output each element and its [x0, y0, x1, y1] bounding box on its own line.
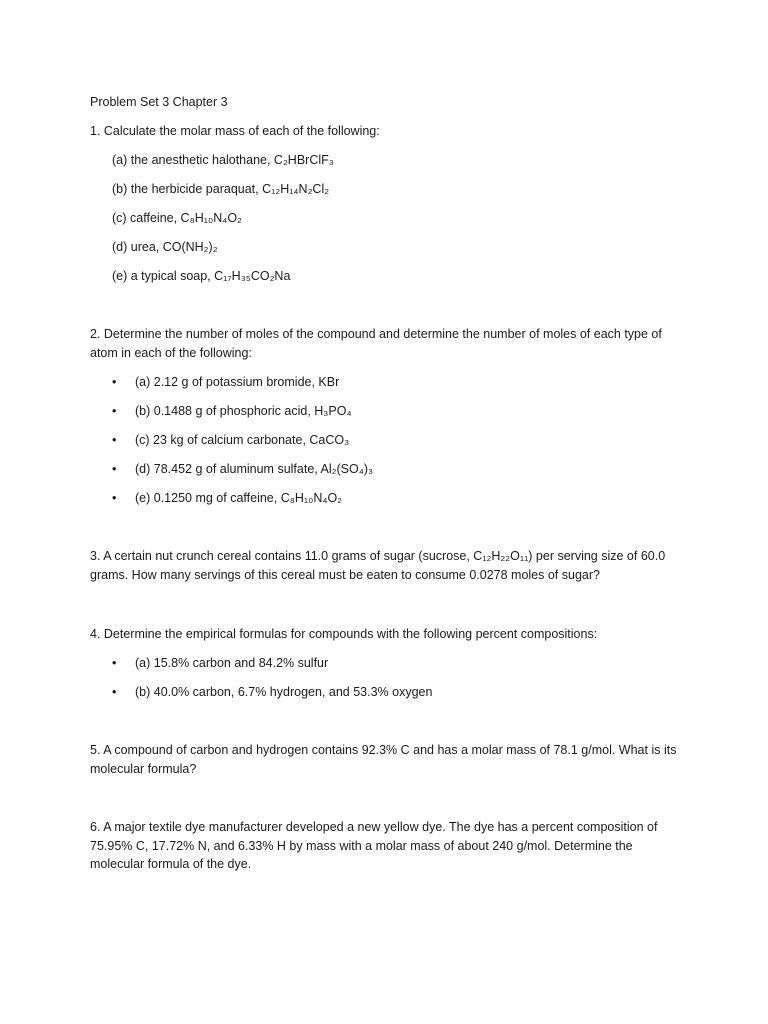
question-4-item-a-text: (a) 15.8% carbon and 84.2% sulfur — [135, 656, 329, 670]
bullet: • — [112, 462, 117, 476]
question-2-item-d-text: (d) 78.452 g of aluminum sulfate, Al₂(SO₄)₃ — [135, 462, 374, 476]
bullet: • — [112, 404, 117, 418]
question-1-item-d: (d) urea, CO(NH₂)₂ — [112, 240, 218, 254]
question-1-item-b: (b) the herbicide paraquat, C₁₂H₁₄N₂Cl₂ — [112, 182, 330, 196]
question-2-item-a-text: (a) 2.12 g of potassium bromide, KBr — [135, 375, 340, 389]
question-5-prompt: 5. A compound of carbon and hydrogen contains 92.3% C and has a molar mass of 78.1 g/mol. What is its molecular formula? — [90, 743, 677, 776]
question-1-item-a: (a) the anesthetic halothane, C₂HBrClF₃ — [112, 153, 334, 167]
bullet: • — [112, 375, 117, 389]
question-4-item-a — [112, 654, 328, 672]
bullet: • — [112, 685, 117, 699]
question-2-item-e — [112, 489, 342, 507]
question-1-item-c: (c) caffeine, C₈H₁₀N₄O₂ — [112, 211, 242, 225]
question-4-item-b-text: (b) 40.0% carbon, 6.7% hydrogen, and 53.3% oxygen — [135, 685, 433, 699]
bullet: • — [112, 491, 117, 505]
question-2-item-c-text: (c) 23 kg of calcium carbonate, CaCO₃ — [135, 433, 350, 447]
question-1-prompt: 1. Calculate the molar mass of each of the following: — [90, 124, 380, 138]
document-page — [90, 0, 690, 1024]
question-2-item-b-text: (b) 0.1488 g of phosphoric acid, H₃PO₄ — [135, 404, 352, 418]
bullet: • — [112, 656, 117, 670]
question-2-item-c — [112, 431, 349, 449]
question-1-item-e: (e) a typical soap, C₁₇H₃₅CO₂Na — [112, 269, 291, 283]
question-4-item-b — [112, 683, 432, 701]
question-4-prompt: 4. Determine the empirical formulas for compounds with the following percent compositions: — [90, 627, 598, 641]
question-6-prompt: 6. A major textile dye manufacturer developed a new yellow dye. The dye has a percent composition of 75.95% C, 17.72% N, and 6.33% H by mass with a molar mass of about 240 g/mol. Determine the molecular formula of the dye. — [90, 820, 658, 871]
question-2-prompt: 2. Determine the number of moles of the compound and determine the number of moles of each type of atom in each of the following: — [90, 327, 662, 360]
document-title: Problem Set 3 Chapter 3 — [90, 95, 228, 109]
question-2-item-e-text: (e) 0.1250 mg of caffeine, C₈H₁₀N₄O₂ — [135, 491, 343, 505]
question-2-item-a — [112, 373, 339, 391]
question-2-item-d — [112, 460, 373, 478]
question-2-item-b — [112, 402, 352, 420]
bullet: • — [112, 433, 117, 447]
question-3-prompt: 3. A certain nut crunch cereal contains 11.0 grams of sugar (sucrose, C₁₂H₂₂O₁₁) per serving size of 60.0 grams. How many servings of this cereal must be eaten to consume 0.0278 moles of sugar? — [90, 549, 666, 582]
